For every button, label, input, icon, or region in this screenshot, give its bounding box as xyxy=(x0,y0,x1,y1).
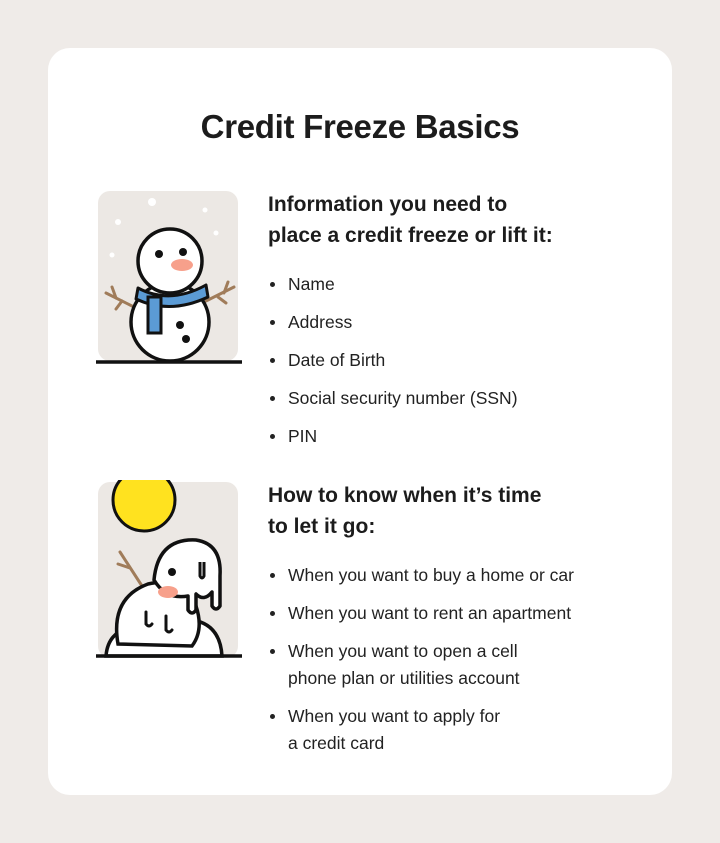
page-title: Credit Freeze Basics xyxy=(200,108,520,145)
list-item: Date of Birth xyxy=(268,347,658,374)
snowman-icon xyxy=(96,189,242,374)
section-text xyxy=(268,189,658,461)
list-item: When you want to apply for a credit card xyxy=(268,703,658,757)
list-item: Name xyxy=(268,271,658,298)
list-item: When you want to buy a home or car xyxy=(268,562,658,589)
list-item: When you want to open a cell phone plan or utilities account xyxy=(268,638,658,692)
list-item: PIN xyxy=(268,423,658,450)
melting-snowman-icon xyxy=(96,480,242,665)
section-text xyxy=(268,480,658,768)
list-item: When you want to rent an apartment xyxy=(268,600,658,627)
when-list xyxy=(268,562,658,757)
list-item: Address xyxy=(268,309,658,336)
info-list xyxy=(268,271,658,450)
section-heading: How to know when it’s time to let it go: xyxy=(268,484,542,538)
list-item: Social security number (SSN) xyxy=(268,385,658,412)
info-card xyxy=(48,48,672,795)
section-heading: Information you need to place a credit freeze or lift it: xyxy=(268,193,553,247)
